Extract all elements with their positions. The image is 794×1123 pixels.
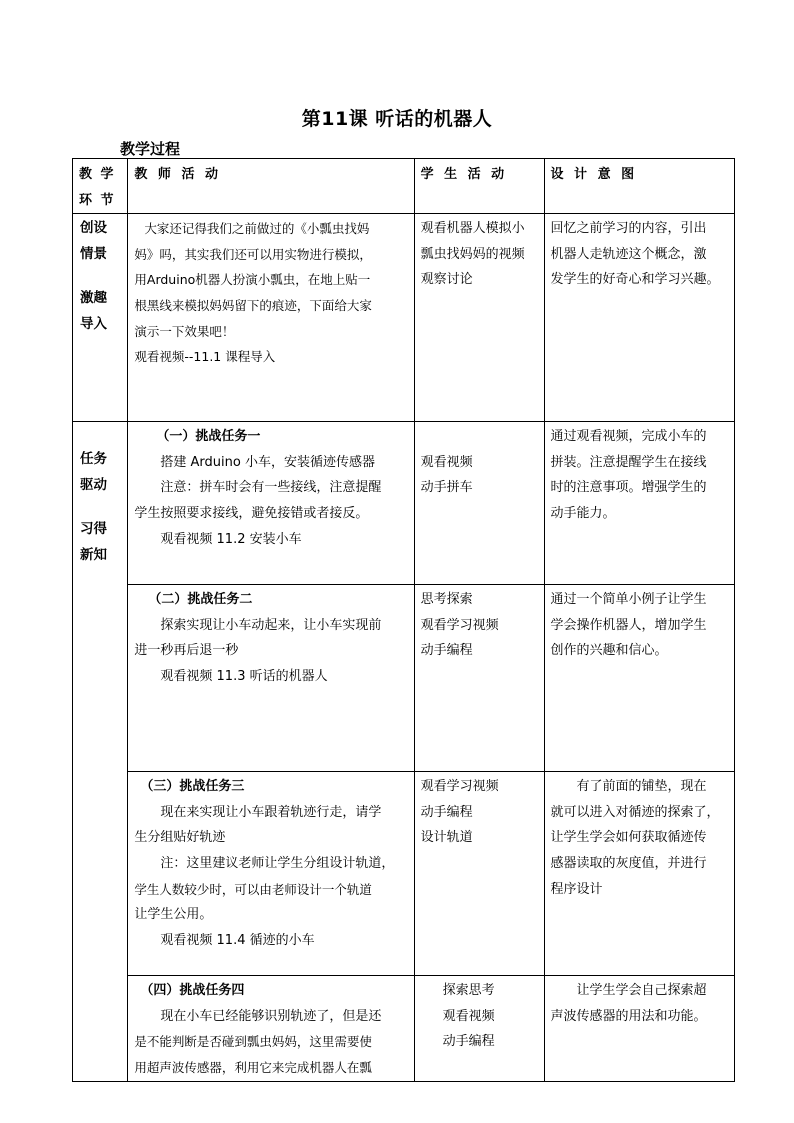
stage-label: 新知 — [80, 546, 107, 563]
text-line: 机器人走轨迹这个概念，激 — [550, 246, 707, 262]
intent-cell — [544, 585, 734, 772]
text-line: 妈》吗，其实我们还可以用实物进行模拟， — [134, 246, 372, 262]
text-line: 时的注意事项。增强学生的 — [550, 480, 707, 496]
text-line: 创作的兴趣和信心。 — [550, 643, 668, 659]
text-line: 就可以进入对循迹的探索了， — [550, 804, 720, 820]
text-line: 现在小车已经能够识别轨迹了，但是还 — [160, 1008, 382, 1024]
text-line: 是不能判断是否碰到瓢虫妈妈，这里需要使 — [134, 1034, 372, 1050]
header-student: 学 生 活 动 — [414, 159, 544, 214]
text-line: 观看机器人模拟小 — [420, 221, 525, 237]
text-line: 观看视频 11.2 安装小车 — [160, 531, 302, 547]
teacher-cell — [128, 422, 414, 585]
stage-label: 习得 — [80, 521, 107, 538]
text-line: 通过观看视频，完成小车的 — [550, 429, 707, 445]
text-line: 观看视频 11.4 循迹的小车 — [160, 932, 315, 948]
intent-cell — [544, 422, 734, 585]
text-line: 回忆之前学习的内容，引出 — [550, 221, 707, 237]
header-stage-line: 环 节 — [79, 192, 116, 208]
table-row — [73, 422, 735, 585]
text-line: 搭建 Arduino 小车，安装循迹传感器 — [160, 454, 375, 470]
intent-cell — [544, 214, 734, 422]
text-line: 思考探索 — [420, 592, 473, 608]
student-cell — [414, 772, 544, 976]
stage-label: 驱动 — [80, 476, 107, 493]
text-line: 注意：拼车时会有一些接线，注意提醒 — [160, 480, 382, 496]
intent-cell — [544, 976, 734, 1081]
text-line: 让学生学会如何获取循迹传 — [550, 830, 707, 846]
text-line: 学生人数较少时，可以由老师设计一个轨道 — [134, 881, 372, 897]
text-line: 让学生公用。 — [134, 907, 213, 923]
text-line: 生分组贴好轨迹 — [134, 830, 226, 846]
text-line — [421, 424, 539, 450]
lesson-plan-table — [72, 158, 735, 1082]
stage-cell — [73, 214, 128, 422]
student-cell — [414, 422, 544, 585]
intent-cell — [544, 772, 734, 976]
text-line: 动手编程 — [420, 643, 473, 659]
text-line: 观察讨论 — [420, 272, 473, 288]
text-line: 声波传感器的用法和功能。 — [550, 1008, 707, 1024]
stage-gap — [80, 267, 122, 286]
stage-label: 创设 — [80, 220, 107, 237]
text-line: 观看学习视频 — [420, 779, 499, 795]
teacher-cell — [128, 585, 414, 772]
section-subtitle: 教学过程 — [120, 140, 181, 158]
text-line: 动手编程 — [420, 804, 473, 820]
teacher-cell — [128, 976, 414, 1081]
text-line: 进一秒再后退一秒 — [134, 643, 239, 659]
text-line: 观看视频--11.1 课程导入 — [134, 349, 276, 365]
text-line: 用Arduino机器人扮演小瓢虫，在地上贴一 — [134, 272, 371, 288]
teacher-cell — [128, 772, 414, 976]
header-stage — [73, 159, 128, 214]
header-teacher: 教 师 活 动 — [128, 159, 414, 214]
stage-label: 激趣 — [80, 290, 107, 307]
task-title: （四）挑战任务四 — [140, 983, 245, 999]
text-line: 根黑线来模拟妈妈留下的痕迹，下面给大家 — [134, 297, 372, 313]
text-line: 动手拼车 — [420, 480, 473, 496]
header-row — [73, 159, 735, 214]
text-line: 拼装。注意提醒学生在接线 — [550, 454, 707, 470]
text-line: 观看视频 — [420, 454, 473, 470]
text-line: 让学生学会自己探索超 — [576, 983, 707, 999]
table-row — [73, 214, 735, 422]
stage-label: 任务 — [80, 451, 107, 468]
table-row — [73, 585, 735, 772]
table-row — [73, 772, 735, 976]
task-title: （一）挑战任务一 — [156, 429, 261, 445]
text-line: 设计轨道 — [420, 830, 473, 846]
text-line: 发学生的好奇心和学习兴趣。 — [550, 272, 720, 288]
text-line: 动手能力。 — [550, 505, 616, 521]
text-line: 探索实现让小车动起来，让小车实现前 — [160, 617, 382, 633]
text-line: 观看视频 11.3 听话的机器人 — [160, 668, 328, 684]
text-line: 程序设计 — [550, 881, 603, 897]
stage-cell — [73, 422, 128, 1081]
header-stage-line: 教 学 — [79, 167, 116, 182]
student-cell — [414, 585, 544, 772]
task-title: （二）挑战任务二 — [148, 592, 253, 608]
text-line: 有了前面的铺垫，现在 — [576, 779, 707, 795]
stage-label: 情景 — [80, 245, 107, 262]
text-line: 探索思考 — [442, 983, 495, 999]
lesson-title: 第11课 听话的机器人 — [301, 108, 493, 130]
teacher-cell — [128, 214, 414, 422]
text-line: 动手编程 — [442, 1034, 495, 1050]
text-line: 瓢虫找妈妈的视频 — [420, 246, 525, 262]
text-line: 观看视频 — [442, 1008, 495, 1024]
text-line: 观看学习视频 — [420, 617, 499, 633]
text-line: 感器读取的灰度值，并进行 — [550, 855, 707, 871]
text-line: 用超声波传感器，利用它来完成机器人在瓢 — [134, 1059, 372, 1075]
table-row — [73, 976, 735, 1081]
text-line: 通过一个简单小例子让学生 — [550, 592, 707, 608]
student-cell — [414, 214, 544, 422]
stage-gap — [80, 498, 122, 517]
student-cell — [414, 976, 544, 1081]
text-line: 学生按照要求接线，避免接错或者接反。 — [134, 505, 369, 521]
text-line: 演示一下效果吧！ — [134, 323, 235, 339]
header-intent: 设 计 意 图 — [544, 159, 734, 214]
text-line: 注：这里建议老师让学生分组设计轨道， — [160, 855, 395, 871]
text-line: 大家还记得我们之前做过的《小瓢虫找妈 — [144, 221, 370, 237]
text-line: 现在来实现让小车跟着轨迹行走，请学 — [160, 804, 382, 820]
text-line: 学会操作机器人，增加学生 — [550, 617, 707, 633]
stage-label: 导入 — [80, 315, 107, 332]
task-title: （三）挑战任务三 — [140, 779, 245, 795]
